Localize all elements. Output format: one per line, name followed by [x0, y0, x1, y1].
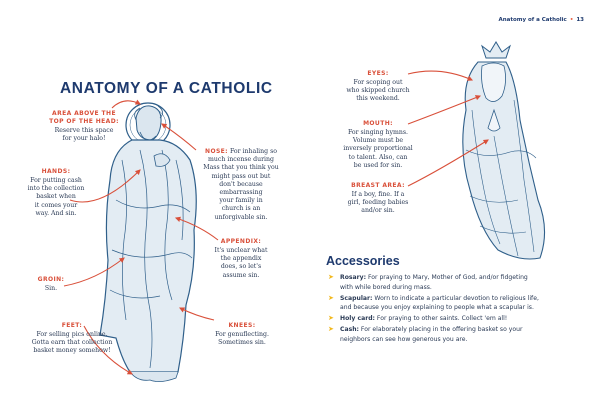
- bullet-arrow-icon: ➤: [328, 324, 334, 333]
- appendix-callout-text: It's unclear what the appendix does, so let's assume sin.: [214, 247, 268, 279]
- feet-callout-label: FEET:: [61, 322, 83, 329]
- mouth-callout-text: For singing hymns. Volume must be inversely proportional to talent. Also, can be used for sin.: [343, 129, 413, 169]
- list-item: ➤ Scapular: Worn to indicate a particular devotion to religious life, and because you enjoy explaining to people what a scapular is.: [328, 293, 539, 312]
- header-section: Anatomy of a Catholic: [498, 17, 567, 23]
- feet-callout-text: For selling pics online. Gotta earn that collection basket money somehow!: [31, 331, 113, 355]
- list-item: ➤ Cash: For elaborately placing in the offering basket so your neighbors can see how generous you are.: [328, 324, 523, 343]
- page-number: 13: [576, 17, 584, 23]
- madonna-figure-illustration: [463, 42, 545, 259]
- hands-callout-text: For putting cash into the collection basket when it comes your way. And sin.: [27, 177, 85, 217]
- accessories-list: [328, 273, 586, 346]
- bullet-arrow-icon: ➤: [328, 293, 334, 302]
- bullet-arrow-icon: ➤: [328, 273, 334, 281]
- saint-feet: [130, 372, 178, 382]
- head-callout-label: AREA ABOVE THE TOP OF THE HEAD:: [49, 110, 119, 125]
- hands-callout-label: HANDS:: [41, 168, 71, 175]
- breast-callout-label: BREAST AREA:: [351, 182, 405, 189]
- nose-callout-text: NOSE: For inhaling so much incense during Mass that you think you might pass out but don't because embarrassing your family in church is an unforgivable sin.: [203, 148, 279, 221]
- madonna-face: [482, 63, 506, 102]
- madonna-crown: [482, 42, 510, 58]
- mouth-callout-label: MOUTH:: [363, 120, 393, 127]
- page-title: ANATOMY OF A CATHOLIC: [60, 80, 273, 97]
- groin-callout-label: GROIN:: [37, 276, 65, 283]
- knees-callout-label: KNEES:: [228, 322, 256, 329]
- list-item: ➤ Rosary: For praying to Mary, Mother of God, and/or fidgeting with while bored during mass.: [328, 273, 528, 291]
- list-item: ➤ Holy card: For praying to other saints. Collect 'em all!: [328, 314, 508, 323]
- accessories-heading: Accessories: [326, 254, 400, 268]
- saint-head: [136, 106, 161, 140]
- head-callout-text: Reserve this space for your halo!: [54, 127, 114, 143]
- appendix-callout-label: APPENDIX:: [220, 238, 262, 245]
- bullet-arrow-icon: ➤: [328, 314, 334, 323]
- knees-callout-text: For genuflecting. Sometimes sin.: [215, 331, 269, 347]
- nose-callout-label: NOSE:: [205, 148, 228, 155]
- eyes-callout-text: For scoping out who skipped church this weekend.: [346, 79, 410, 103]
- breast-callout-text: If a boy, fine. If a girl, feeding babies and/or sin.: [347, 191, 409, 215]
- groin-callout-text: Sin.: [44, 285, 58, 292]
- eyes-callout-label: EYES:: [367, 70, 389, 77]
- header-dot-icon: •: [569, 17, 574, 23]
